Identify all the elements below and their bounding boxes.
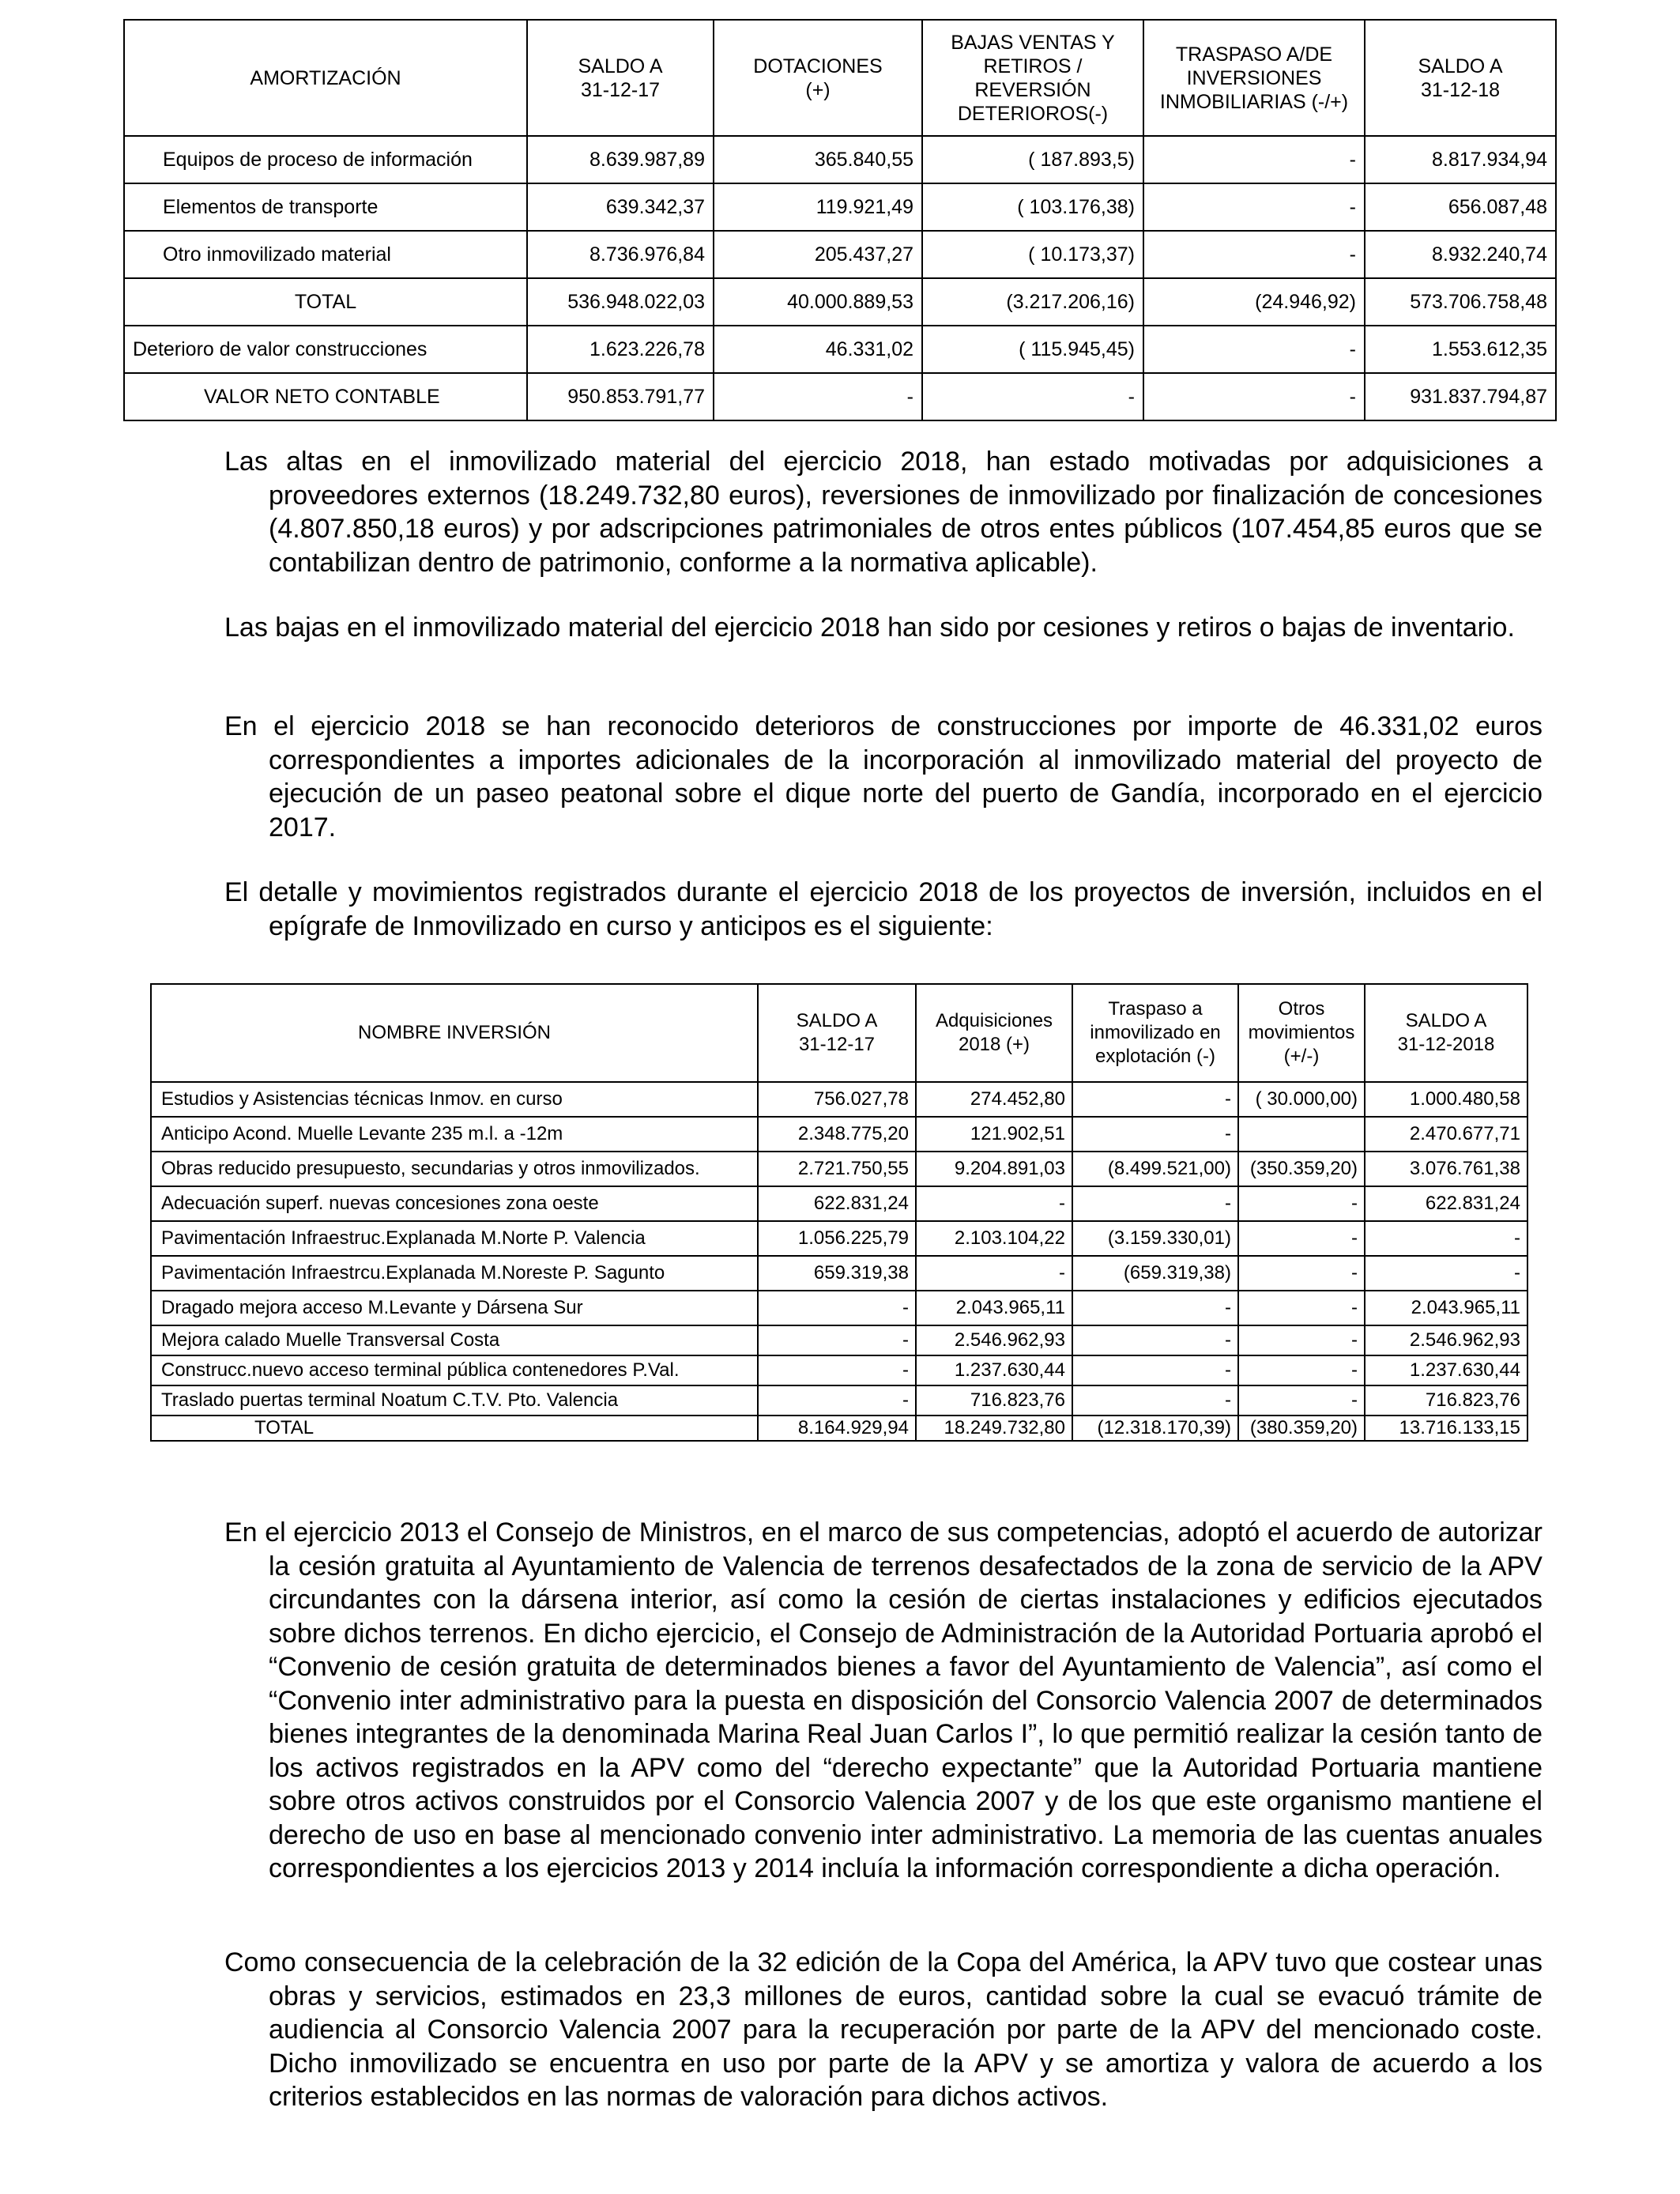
column-header: Adquisiciones 2018 (+) bbox=[916, 984, 1072, 1082]
column-header: SALDO A 31-12-17 bbox=[758, 984, 916, 1082]
investment-projects-table bbox=[150, 983, 1528, 1442]
column-header: Traspaso a inmovilizado en explotación (-) bbox=[1072, 984, 1238, 1082]
table-cell: - bbox=[758, 1355, 916, 1385]
table-cell: (3.159.330,01) bbox=[1072, 1221, 1238, 1256]
table-cell: - bbox=[714, 373, 922, 420]
table-cell: - bbox=[916, 1186, 1072, 1221]
table-row bbox=[151, 1082, 1527, 1117]
table-cell: - bbox=[1238, 1355, 1365, 1385]
table-cell: ( 103.176,38) bbox=[922, 183, 1143, 231]
table-cell: 2.103.104,22 bbox=[916, 1221, 1072, 1256]
table-cell: 536.948.022,03 bbox=[527, 278, 714, 326]
table-row bbox=[151, 1385, 1527, 1416]
table-cell: ( 10.173,37) bbox=[922, 231, 1143, 278]
table-cell: 46.331,02 bbox=[714, 326, 922, 373]
table-cell: - bbox=[758, 1291, 916, 1325]
table-cell: 756.027,78 bbox=[758, 1082, 916, 1117]
table-cell: - bbox=[758, 1385, 916, 1416]
table-cell: - bbox=[1143, 231, 1365, 278]
table-cell: 2.470.677,71 bbox=[1365, 1117, 1527, 1152]
table-cell: 3.076.761,38 bbox=[1365, 1152, 1527, 1186]
table-row bbox=[151, 1325, 1527, 1355]
column-header: Otros movimientos (+/-) bbox=[1238, 984, 1365, 1082]
table-cell: 8.817.934,94 bbox=[1365, 136, 1556, 183]
table-cell: - bbox=[1072, 1385, 1238, 1416]
table-cell: - bbox=[1365, 1221, 1527, 1256]
table-row bbox=[151, 1221, 1527, 1256]
table-row bbox=[124, 183, 1556, 231]
row-label: Elementos de transporte bbox=[124, 183, 527, 231]
table-row bbox=[124, 231, 1556, 278]
table-cell: 8.639.987,89 bbox=[527, 136, 714, 183]
table-row bbox=[151, 1117, 1527, 1152]
row-label: Dragado mejora acceso M.Levante y Dársena Sur bbox=[151, 1291, 758, 1325]
table-row bbox=[151, 1291, 1527, 1325]
column-header: SALDO A 31-12-2018 bbox=[1365, 984, 1527, 1082]
table-cell: 1.056.225,79 bbox=[758, 1221, 916, 1256]
table-cell: 18.249.732,80 bbox=[916, 1416, 1072, 1441]
amortization-table bbox=[123, 19, 1557, 421]
table-cell: (380.359,20) bbox=[1238, 1416, 1365, 1441]
table-cell: 119.921,49 bbox=[714, 183, 922, 231]
table-cell: 573.706.758,48 bbox=[1365, 278, 1556, 326]
table-row bbox=[124, 278, 1556, 326]
table-cell: (659.319,38) bbox=[1072, 1256, 1238, 1291]
table-cell: 13.716.133,15 bbox=[1365, 1416, 1527, 1441]
table-cell: - bbox=[1238, 1325, 1365, 1355]
table-cell: 8.164.929,94 bbox=[758, 1416, 916, 1441]
table-cell: 659.319,38 bbox=[758, 1256, 916, 1291]
table-cell: ( 115.945,45) bbox=[922, 326, 1143, 373]
table-cell: - bbox=[1072, 1325, 1238, 1355]
table-cell: 1.237.630,44 bbox=[1365, 1355, 1527, 1385]
row-label: TOTAL bbox=[124, 278, 527, 326]
table-cell: 716.823,76 bbox=[1365, 1385, 1527, 1416]
table-row bbox=[151, 1186, 1527, 1221]
table-cell: - bbox=[1238, 1221, 1365, 1256]
row-label: Pavimentación Infraestrcu.Explanada M.Noreste P. Sagunto bbox=[151, 1256, 758, 1291]
row-label: Estudios y Asistencias técnicas Inmov. en curso bbox=[151, 1082, 758, 1117]
table-cell: 2.546.962,93 bbox=[1365, 1325, 1527, 1355]
row-label: Traslado puertas terminal Noatum C.T.V. Pto. Valencia bbox=[151, 1385, 758, 1416]
table-header-row bbox=[151, 984, 1527, 1082]
table-row bbox=[124, 373, 1556, 420]
table-cell bbox=[1238, 1117, 1365, 1152]
column-header: DOTACIONES (+) bbox=[714, 20, 922, 136]
table-cell: 716.823,76 bbox=[916, 1385, 1072, 1416]
table-cell: 205.437,27 bbox=[714, 231, 922, 278]
table-cell: - bbox=[916, 1256, 1072, 1291]
table-cell: 622.831,24 bbox=[1365, 1186, 1527, 1221]
table-cell: 639.342,37 bbox=[527, 183, 714, 231]
table-cell: 656.087,48 bbox=[1365, 183, 1556, 231]
table-cell: - bbox=[922, 373, 1143, 420]
row-label: Anticipo Acond. Muelle Levante 235 m.l. a -12m bbox=[151, 1117, 758, 1152]
table-row bbox=[151, 1152, 1527, 1186]
table-row bbox=[124, 136, 1556, 183]
table-cell: - bbox=[1072, 1082, 1238, 1117]
table-cell: 9.204.891,03 bbox=[916, 1152, 1072, 1186]
table-cell: - bbox=[758, 1325, 916, 1355]
paragraph: El detalle y movimientos registrados durante el ejercicio 2018 de los proyectos de inversión, incluidos en el epígrafe de Inmovilizado en curso y anticipos es el siguiente: bbox=[224, 877, 1543, 941]
table-header-row bbox=[124, 20, 1556, 136]
table-cell: - bbox=[1238, 1385, 1365, 1416]
row-label: TOTAL bbox=[151, 1416, 758, 1441]
table-cell: ( 30.000,00) bbox=[1238, 1082, 1365, 1117]
table-cell: - bbox=[1238, 1291, 1365, 1325]
table-cell: - bbox=[1365, 1256, 1527, 1291]
table-cell: 1.237.630,44 bbox=[916, 1355, 1072, 1385]
table-cell: (24.946,92) bbox=[1143, 278, 1365, 326]
column-header: SALDO A 31-12-17 bbox=[527, 20, 714, 136]
column-header: AMORTIZACIÓN bbox=[124, 20, 527, 136]
table-cell: 622.831,24 bbox=[758, 1186, 916, 1221]
table-cell: 2.721.750,55 bbox=[758, 1152, 916, 1186]
table-cell: 274.452,80 bbox=[916, 1082, 1072, 1117]
table-cell: - bbox=[1143, 326, 1365, 373]
table-cell: - bbox=[1072, 1355, 1238, 1385]
table-row bbox=[151, 1256, 1527, 1291]
row-label: Equipos de proceso de información bbox=[124, 136, 527, 183]
table-cell: - bbox=[1143, 136, 1365, 183]
table-cell: 8.736.976,84 bbox=[527, 231, 714, 278]
table-cell: 2.348.775,20 bbox=[758, 1117, 916, 1152]
table-cell: 365.840,55 bbox=[714, 136, 922, 183]
table-row bbox=[124, 326, 1556, 373]
paragraph: Como consecuencia de la celebración de la 32 edición de la Copa del América, la APV tuvo que costear unas obras y servicios, estimados en 23,3 millones de euros, cantidad sobre la cual se evacuó trámite de audiencia al Consorcio Valencia 2007 para la recuperación por parte de la APV del mencionado coste. Dicho inmovilizado se encuentra en uso por parte de la APV y se amortiza y valora de acuerdo a los criterios establecidos en las normas de valoración para dichos activos. bbox=[224, 1947, 1543, 2112]
table-row bbox=[151, 1355, 1527, 1385]
table-cell: 1.000.480,58 bbox=[1365, 1082, 1527, 1117]
total-row bbox=[151, 1416, 1527, 1441]
column-header: SALDO A 31-12-18 bbox=[1365, 20, 1556, 136]
table-cell: ( 187.893,5) bbox=[922, 136, 1143, 183]
column-header: NOMBRE INVERSIÓN bbox=[151, 984, 758, 1082]
table-cell: 1.553.612,35 bbox=[1365, 326, 1556, 373]
row-label: Adecuación superf. nuevas concesiones zona oeste bbox=[151, 1186, 758, 1221]
paragraph: En el ejercicio 2013 el Consejo de Ministros, en el marco de sus competencias, adoptó el acuerdo de autorizar la cesión gratuita al Ayuntamiento de Valencia de terrenos desafectados de la zona de servicio de la APV circundantes con la dársena interior, así como la cesión de ciertas instalaciones y edificios ejecutados sobre dichos terrenos. En dicho ejercicio, el Consejo de Administración de la Autoridad Portuaria aprobó el “Convenio de cesión gratuita de determinados bienes a favor del Ayuntamiento de Valencia”, así como el “Convenio inter administrativo para la puesta en disposición del Consorcio Valencia 2007 de determinados bienes integrantes de la denominada Marina Real Juan Carlos I”, lo que permitió realizar la cesión tanto de los activos registrados en la APV como del “derecho expectante” que la Autoridad Portuaria mantiene sobre otros activos construidos por el Consorcio Valencia 2007 y de los que este organismo mantiene el derecho de uso en base al mencionado convenio inter administrativo. La memoria de las cuentas anuales correspondientes a los ejercicios 2013 y 2014 incluía la información correspondiente a dicha operación. bbox=[224, 1517, 1543, 1883]
paragraph: Las bajas en el inmovilizado material del ejercicio 2018 han sido por cesiones y retiros o bajas de inventario. bbox=[224, 613, 1515, 643]
table-cell: (8.499.521,00) bbox=[1072, 1152, 1238, 1186]
row-label: Obras reducido presupuesto, secundarias y otros inmovilizados. bbox=[151, 1152, 758, 1186]
row-label: Otro inmovilizado material bbox=[124, 231, 527, 278]
column-header: TRASPASO A/DE INVERSIONES INMOBILIARIAS (-/+) bbox=[1143, 20, 1365, 136]
row-label: Mejora calado Muelle Transversal Costa bbox=[151, 1325, 758, 1355]
row-label: VALOR NETO CONTABLE bbox=[124, 373, 527, 420]
table-cell: (350.359,20) bbox=[1238, 1152, 1365, 1186]
paragraph: Las altas en el inmovilizado material del ejercicio 2018, han estado motivadas por adquisiciones a proveedores externos (18.249.732,80 euros), reversiones de inmovilizado por finalización de concesiones (4.807.850,18 euros) y por adscripciones patrimoniales de otros entes públicos (107.454,85 euros que se contabilizan dentro de patrimonio, conforme a la normativa aplicable). bbox=[224, 447, 1543, 578]
table-cell: 1.623.226,78 bbox=[527, 326, 714, 373]
table-cell: 931.837.794,87 bbox=[1365, 373, 1556, 420]
table-cell: 2.043.965,11 bbox=[916, 1291, 1072, 1325]
table-cell: 8.932.240,74 bbox=[1365, 231, 1556, 278]
table-cell: - bbox=[1072, 1291, 1238, 1325]
table-cell: 2.043.965,11 bbox=[1365, 1291, 1527, 1325]
table-cell: 40.000.889,53 bbox=[714, 278, 922, 326]
table-cell: (3.217.206,16) bbox=[922, 278, 1143, 326]
table-cell: 2.546.962,93 bbox=[916, 1325, 1072, 1355]
table-cell: - bbox=[1238, 1256, 1365, 1291]
table-cell: 950.853.791,77 bbox=[527, 373, 714, 420]
table-cell: 121.902,51 bbox=[916, 1117, 1072, 1152]
paragraph: En el ejercicio 2018 se han reconocido deterioros de construcciones por importe de 46.331,02 euros correspondientes a importes adicionales de la incorporación al inmovilizado material del proyecto de ejecución de un paseo peatonal sobre el dique norte del puerto de Gandía, incorporado en el ejercicio 2017. bbox=[224, 711, 1543, 843]
row-label: Pavimentación Infraestruc.Explanada M.Norte P. Valencia bbox=[151, 1221, 758, 1256]
table-cell: - bbox=[1072, 1117, 1238, 1152]
table-cell: - bbox=[1143, 373, 1365, 420]
column-header: BAJAS VENTAS Y RETIROS / REVERSIÓN DETERIOROS(-) bbox=[922, 20, 1143, 136]
row-label: Construcc.nuevo acceso terminal pública contenedores P.Val. bbox=[151, 1355, 758, 1385]
row-label: Deterioro de valor construcciones bbox=[124, 326, 527, 373]
table-cell: - bbox=[1072, 1186, 1238, 1221]
table-cell: - bbox=[1238, 1186, 1365, 1221]
table-cell: - bbox=[1143, 183, 1365, 231]
table-cell: (12.318.170,39) bbox=[1072, 1416, 1238, 1441]
